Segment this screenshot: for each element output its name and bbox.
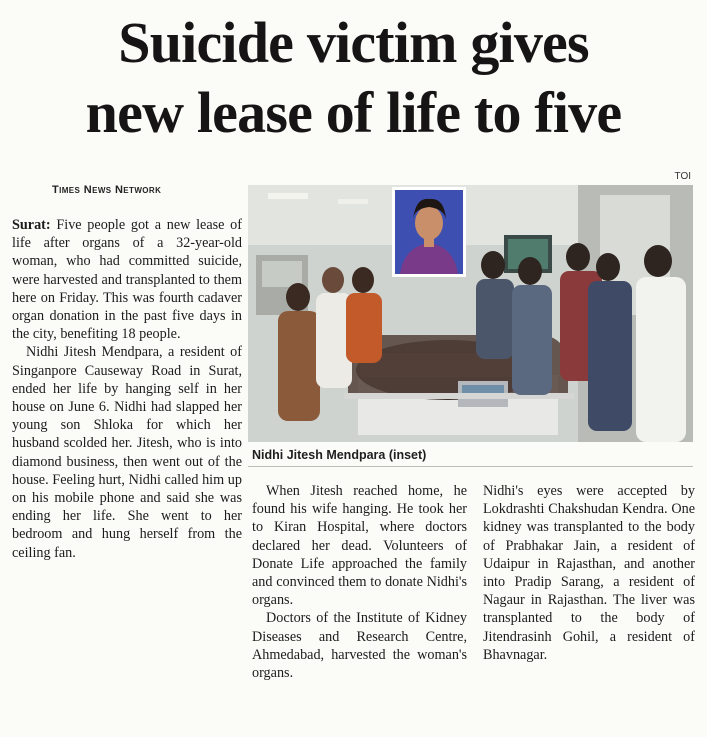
article-column-2 — [252, 482, 467, 682]
article-paragraph-4: Doctors of the Institute of Kidney Diseases and Research Centre, Ahmedabad, harvested the woman's organs. — [252, 610, 467, 682]
article-paragraph-2: Nidhi Jitesh Mendpara, a resident of Singanpore Causeway Road in Surat, ended her life by hanging self in her house on June 6. Nidhi had slapped her young son Shloka for which her husband scolded her. Jitesh, who is into diamond business, then went out of the house. Feeling hurt, Nidhi called him up on his mobile phone and said she was ending her life. She went to her bedroom and hung herself from the ceiling fan. — [12, 344, 242, 561]
inset-portrait — [392, 187, 466, 277]
headline — [0, 8, 707, 148]
news-photo — [248, 185, 693, 442]
headline-line-2: new lease of life to five — [85, 80, 622, 145]
article-column-1 — [12, 216, 242, 562]
byline — [52, 184, 161, 196]
source-tag: TOI — [674, 171, 691, 182]
photo-caption: Nidhi Jitesh Mendpara (inset) — [252, 448, 427, 462]
article-paragraph-1 — [12, 216, 242, 343]
byline-text: Times News Network — [52, 184, 162, 196]
dateline: Surat: — [12, 217, 51, 233]
article-column-3 — [483, 482, 695, 664]
hospital-scene-illustration — [248, 185, 693, 442]
caption-divider — [248, 466, 693, 467]
article-paragraph-3: When Jitesh reached home, he found his wife hanging. He took her to Kiran Hospital, where doctors declared her dead. Volunteers of Donate Life approached the family and convinced them to donate Nidhi's organs. — [252, 483, 467, 609]
article-paragraph-5: Nidhi's eyes were accepted by Lokdrashti Chakshudan Kendra. One kidney was transplanted to the body of Prabhakar Jain, a resident of Udaipur in Rajasthan, and another into Pradip Sarang, a resident of Nagaur in Rajasthan. The liver was transplanted to the body of Jitendrasinh Gohil, a resident of Bhavnagar. — [483, 483, 695, 663]
headline-line-1: Suicide victim gives — [118, 10, 589, 75]
paragraph-1-text: Five people got a new lease of life after organs of a 32-year-old woman, who had committed suicide, were harvested and transplanted to them here on Friday. This was fourth cadaver organ donation in the past five days in the city, benefiting 18 people. — [12, 217, 243, 343]
